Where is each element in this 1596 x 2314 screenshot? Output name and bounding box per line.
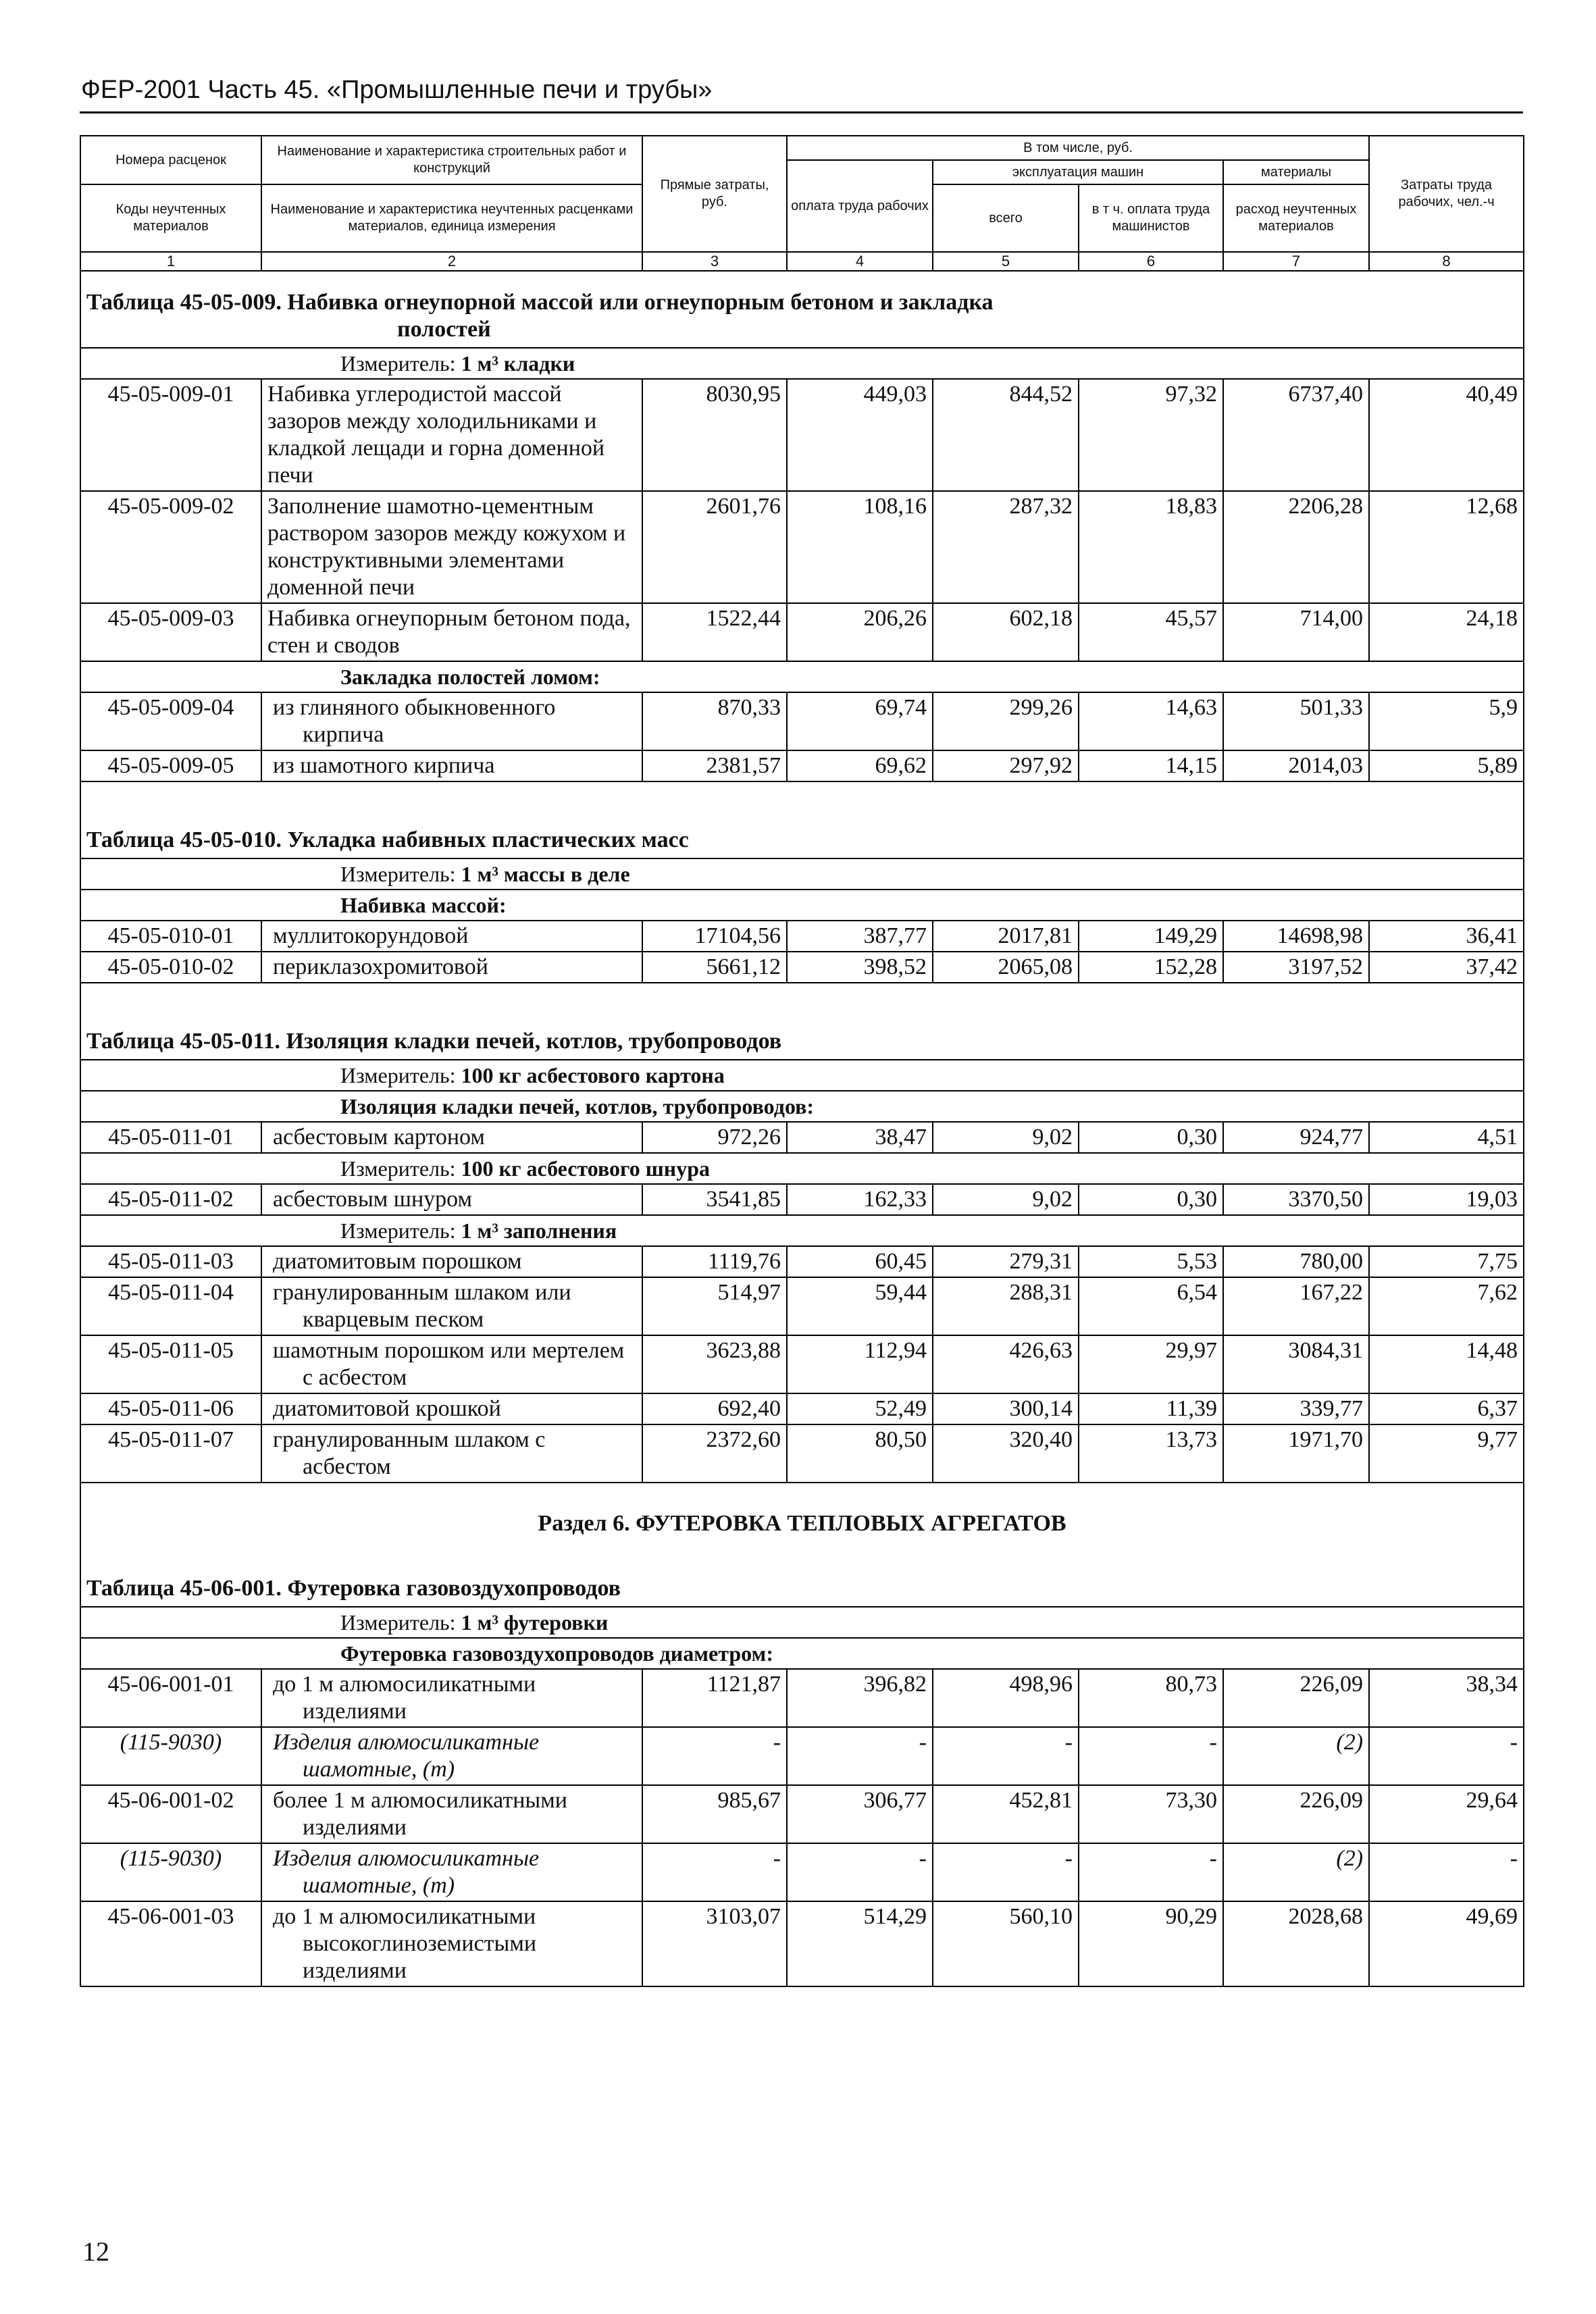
labor-costs-cell: 40,49	[1369, 379, 1524, 491]
rate-code: 45-05-011-01	[80, 1122, 261, 1153]
header-unaccounted-materials: расход неучтенных материалов	[1223, 184, 1369, 252]
table-title-text: Таблица 45-05-011. Изоляция кладки печей, котлов, трубопроводов	[86, 1029, 782, 1054]
materials-cost-cell: 501,33	[1223, 692, 1369, 750]
machines-total-cell: 287,32	[933, 491, 1079, 603]
column-number: 3	[642, 252, 787, 271]
operators-pay-cell: 45,57	[1079, 603, 1223, 661]
machines-total-cell: 320,40	[933, 1424, 1079, 1483]
rate-code: (115-9030)	[80, 1727, 261, 1785]
rate-name: из шамотного кирпича	[261, 750, 642, 781]
rate-name: гранулированным шлаком или кварцевым песком	[261, 1277, 642, 1335]
table-row	[80, 952, 1524, 983]
table-title-text: Таблица 45-05-010. Укладка набивных пластических масс	[86, 827, 689, 852]
header-machine-operation: эксплуатация машин	[933, 160, 1223, 184]
rate-code: 45-05-009-02	[80, 491, 261, 603]
measure-label: Измеритель:	[340, 862, 461, 886]
rate-code: 45-05-010-01	[80, 921, 261, 952]
direct-costs-cell: -	[642, 1843, 787, 1901]
header-materials-name: Наименование и характеристика неучтенных расценками материалов, единица измерения	[261, 184, 642, 252]
header-rule	[80, 111, 1523, 113]
table-row	[80, 1335, 1524, 1393]
operators-pay-cell: 80,73	[1079, 1669, 1223, 1727]
machines-total-cell: 288,31	[933, 1277, 1079, 1335]
operators-pay-cell: 6,54	[1079, 1277, 1223, 1335]
rate-name: шамотным порошком или мертелем с асбестом	[261, 1335, 642, 1393]
machines-total-cell: 452,81	[933, 1785, 1079, 1843]
machines-total-cell: 844,52	[933, 379, 1079, 491]
machines-total-cell: 498,96	[933, 1669, 1079, 1727]
table-title-text: Таблица 45-06-001. Футеровка газовоздухопроводов	[86, 1576, 621, 1601]
rate-name: до 1 м алюмосиликатными изделиями	[261, 1669, 642, 1727]
header-including: В том числе, руб.	[787, 136, 1369, 160]
machines-total-cell: -	[933, 1843, 1079, 1901]
rate-code: 45-05-011-06	[80, 1393, 261, 1424]
materials-cost-cell: 3197,52	[1223, 952, 1369, 983]
machines-total-cell: 279,31	[933, 1246, 1079, 1277]
measure-row	[80, 1607, 1524, 1638]
rate-name: гранулированным шлаком с асбестом	[261, 1424, 642, 1483]
labor-costs-cell: 37,42	[1369, 952, 1524, 983]
group-label: Набивка массой:	[80, 890, 1524, 921]
rate-name: асбестовым шнуром	[261, 1184, 642, 1215]
direct-costs-cell: 1522,44	[642, 603, 787, 661]
table-title-continuation: полостей	[397, 317, 491, 342]
rate-name: Изделия алюмосиликатные шамотные, (т)	[261, 1843, 642, 1901]
labor-costs-cell: 12,68	[1369, 491, 1524, 603]
machines-total-cell: 300,14	[933, 1393, 1079, 1424]
rate-name: из глиняного обыкновенного кирпича	[261, 692, 642, 750]
rate-code: 45-06-001-03	[80, 1901, 261, 1986]
direct-costs-cell: 3541,85	[642, 1184, 787, 1215]
measure-value: 100 кг асбестового картона	[461, 1063, 725, 1087]
labor-costs-cell: 29,64	[1369, 1785, 1524, 1843]
direct-costs-cell: 2372,60	[642, 1424, 787, 1483]
table-row	[80, 1277, 1524, 1335]
measure-row	[80, 1215, 1524, 1246]
materials-cost-cell: 3084,31	[1223, 1335, 1369, 1393]
materials-cost-cell: 2028,68	[1223, 1901, 1369, 1986]
workers-pay-cell: 80,50	[787, 1424, 933, 1483]
materials-cost-cell: 226,09	[1223, 1669, 1369, 1727]
measure-label: Измеритель:	[340, 1063, 461, 1087]
table-title	[80, 809, 1524, 858]
materials-cost-cell: (2)	[1223, 1727, 1369, 1785]
labor-costs-cell: 5,9	[1369, 692, 1524, 750]
labor-costs-cell: 14,48	[1369, 1335, 1524, 1393]
direct-costs-cell: 1121,87	[642, 1669, 787, 1727]
machines-total-cell: 426,63	[933, 1335, 1079, 1393]
labor-costs-cell: 7,62	[1369, 1277, 1524, 1335]
table-row	[80, 603, 1524, 661]
header-workers-pay: оплата труда рабочих	[787, 160, 933, 252]
table-row	[80, 1424, 1524, 1483]
column-number: 5	[933, 252, 1079, 271]
rate-code: 45-06-001-02	[80, 1785, 261, 1843]
measure-label: Измеритель:	[340, 1218, 461, 1243]
header-codes-unaccounted: Коды неучтенных материалов	[80, 184, 261, 252]
labor-costs-cell: 38,34	[1369, 1669, 1524, 1727]
rate-code: 45-06-001-01	[80, 1669, 261, 1727]
column-number: 6	[1079, 252, 1223, 271]
table-row	[80, 1901, 1524, 1986]
workers-pay-cell: 514,29	[787, 1901, 933, 1986]
workers-pay-cell: -	[787, 1843, 933, 1901]
operators-pay-cell: 152,28	[1079, 952, 1223, 983]
rate-code: 45-05-011-04	[80, 1277, 261, 1335]
rate-code: 45-05-009-01	[80, 379, 261, 491]
workers-pay-cell: -	[787, 1727, 933, 1785]
workers-pay-cell: 59,44	[787, 1277, 933, 1335]
workers-pay-cell: 60,45	[787, 1246, 933, 1277]
direct-costs-cell: 692,40	[642, 1393, 787, 1424]
materials-cost-cell: 14698,98	[1223, 921, 1369, 952]
workers-pay-cell: 206,26	[787, 603, 933, 661]
column-number: 4	[787, 252, 933, 271]
workers-pay-cell: 112,94	[787, 1335, 933, 1393]
rate-name: Набивка углеродистой массой зазоров между холодильниками и кладкой лещади и горна доменной печи	[261, 379, 642, 491]
operators-pay-cell: 97,32	[1079, 379, 1223, 491]
direct-costs-cell: 17104,56	[642, 921, 787, 952]
table-row	[80, 1727, 1524, 1785]
rate-code: (115-9030)	[80, 1843, 261, 1901]
rate-code: 45-05-009-05	[80, 750, 261, 781]
operators-pay-cell: 11,39	[1079, 1393, 1223, 1424]
operators-pay-cell: -	[1079, 1843, 1223, 1901]
labor-costs-cell: 7,75	[1369, 1246, 1524, 1277]
direct-costs-cell: 972,26	[642, 1122, 787, 1153]
operators-pay-cell: 149,29	[1079, 921, 1223, 952]
operators-pay-cell: 73,30	[1079, 1785, 1223, 1843]
rate-code: 45-05-011-05	[80, 1335, 261, 1393]
labor-costs-cell: 24,18	[1369, 603, 1524, 661]
header-materials: материалы	[1223, 160, 1369, 184]
materials-cost-cell: 3370,50	[1223, 1184, 1369, 1215]
workers-pay-cell: 387,77	[787, 921, 933, 952]
group-label: Закладка полостей ломом:	[80, 661, 1524, 692]
materials-cost-cell: 780,00	[1223, 1246, 1369, 1277]
column-number: 8	[1369, 252, 1524, 271]
table-title	[80, 1558, 1524, 1607]
direct-costs-cell: 985,67	[642, 1785, 787, 1843]
direct-costs-cell: 3623,88	[642, 1335, 787, 1393]
rate-code: 45-05-011-07	[80, 1424, 261, 1483]
table-row	[80, 1184, 1524, 1215]
table-row	[80, 1122, 1524, 1153]
labor-costs-cell: 19,03	[1369, 1184, 1524, 1215]
rate-code: 45-05-011-02	[80, 1184, 261, 1215]
machines-total-cell: 602,18	[933, 603, 1079, 661]
direct-costs-cell: 8030,95	[642, 379, 787, 491]
table-row	[80, 1669, 1524, 1727]
direct-costs-cell: 3103,07	[642, 1901, 787, 1986]
header-rates-numbers: Номера расценок	[80, 136, 261, 184]
header-total: всего	[933, 184, 1079, 252]
operators-pay-cell: 5,53	[1079, 1246, 1223, 1277]
direct-costs-cell: 514,97	[642, 1277, 787, 1335]
labor-costs-cell: 36,41	[1369, 921, 1524, 952]
workers-pay-cell: 398,52	[787, 952, 933, 983]
materials-cost-cell: 2206,28	[1223, 491, 1369, 603]
header-work-name: Наименование и характеристика строительных работ и конструкций	[261, 136, 642, 184]
column-number: 1	[80, 252, 261, 271]
group-label: Изоляция кладки печей, котлов, трубопроводов:	[80, 1091, 1524, 1122]
table-title-text: Таблица 45-05-009. Набивка огнеупорной массой или огнеупорным бетоном и закладка	[86, 290, 994, 315]
table-title	[80, 271, 1524, 348]
group-label: Футеровка газовоздухопроводов диаметром:	[80, 1638, 1524, 1669]
measure-row	[80, 348, 1524, 379]
table-row	[80, 491, 1524, 603]
workers-pay-cell: 449,03	[787, 379, 933, 491]
operators-pay-cell: 90,29	[1079, 1901, 1223, 1986]
machines-total-cell: -	[933, 1727, 1079, 1785]
workers-pay-cell: 396,82	[787, 1669, 933, 1727]
table-row	[80, 1843, 1524, 1901]
materials-cost-cell: (2)	[1223, 1843, 1369, 1901]
column-number: 7	[1223, 252, 1369, 271]
table-title	[80, 1010, 1524, 1060]
labor-costs-cell: 6,37	[1369, 1393, 1524, 1424]
measure-value: 1 м³ массы в деле	[461, 862, 630, 886]
measure-value: 1 м³ футеровки	[461, 1610, 609, 1635]
operators-pay-cell: 29,97	[1079, 1335, 1223, 1393]
section-title: Раздел 6. ФУТЕРОВКА ТЕПЛОВЫХ АГРЕГАТОВ	[80, 1483, 1524, 1558]
measure-value: 1 м³ заполнения	[461, 1218, 617, 1243]
materials-cost-cell: 2014,03	[1223, 750, 1369, 781]
materials-cost-cell: 6737,40	[1223, 379, 1369, 491]
rate-code: 45-05-011-03	[80, 1246, 261, 1277]
workers-pay-cell: 52,49	[787, 1393, 933, 1424]
measure-label: Измеритель:	[340, 351, 461, 376]
machines-total-cell: 9,02	[933, 1184, 1079, 1215]
table-row	[80, 750, 1524, 781]
spacer	[80, 983, 1524, 1010]
labor-costs-cell: -	[1369, 1727, 1524, 1785]
operators-pay-cell: 14,63	[1079, 692, 1223, 750]
labor-costs-cell: 49,69	[1369, 1901, 1524, 1986]
table-row	[80, 921, 1524, 952]
rate-name: диатомитовой крошкой	[261, 1393, 642, 1424]
header-labor-costs: Затраты труда рабочих, чел.-ч	[1369, 136, 1524, 252]
materials-cost-cell: 924,77	[1223, 1122, 1369, 1153]
table-row	[80, 1393, 1524, 1424]
rate-name: до 1 м алюмосиликатными высокоглиноземистыми изделиями	[261, 1901, 642, 1986]
rate-name: муллитокорундовой	[261, 921, 642, 952]
rate-name: более 1 м алюмосиликатными изделиями	[261, 1785, 642, 1843]
operators-pay-cell: 0,30	[1079, 1184, 1223, 1215]
workers-pay-cell: 162,33	[787, 1184, 933, 1215]
spacer	[80, 781, 1524, 809]
machines-total-cell: 9,02	[933, 1122, 1079, 1153]
machines-total-cell: 2017,81	[933, 921, 1079, 952]
rate-name: периклазохромитовой	[261, 952, 642, 983]
measure-label: Измеритель:	[340, 1610, 461, 1635]
direct-costs-cell: 2381,57	[642, 750, 787, 781]
operators-pay-cell: -	[1079, 1727, 1223, 1785]
direct-costs-cell: 5661,12	[642, 952, 787, 983]
header-direct-costs: Прямые затраты, руб.	[642, 136, 787, 252]
materials-cost-cell: 1971,70	[1223, 1424, 1369, 1483]
labor-costs-cell: 4,51	[1369, 1122, 1524, 1153]
rate-name: асбестовым картоном	[261, 1122, 642, 1153]
rate-code: 45-05-010-02	[80, 952, 261, 983]
measure-row	[80, 1153, 1524, 1184]
rate-code: 45-05-009-03	[80, 603, 261, 661]
labor-costs-cell: -	[1369, 1843, 1524, 1901]
column-number: 2	[261, 252, 642, 271]
rate-code: 45-05-009-04	[80, 692, 261, 750]
operators-pay-cell: 13,73	[1079, 1424, 1223, 1483]
labor-costs-cell: 9,77	[1369, 1424, 1524, 1483]
materials-cost-cell: 167,22	[1223, 1277, 1369, 1335]
table-row	[80, 379, 1524, 491]
rate-name: диатомитовым порошком	[261, 1246, 642, 1277]
operators-pay-cell: 14,15	[1079, 750, 1223, 781]
measure-label: Измеритель:	[340, 1156, 461, 1181]
machines-total-cell: 299,26	[933, 692, 1079, 750]
operators-pay-cell: 18,83	[1079, 491, 1223, 603]
page-header: ФЕР-2001 Часть 45. «Промышленные печи и трубы»	[81, 76, 713, 104]
page-number: 12	[82, 2236, 109, 2267]
price-table	[80, 135, 1524, 1987]
workers-pay-cell: 306,77	[787, 1785, 933, 1843]
materials-cost-cell: 714,00	[1223, 603, 1369, 661]
direct-costs-cell: 2601,76	[642, 491, 787, 603]
table-row	[80, 1246, 1524, 1277]
machines-total-cell: 297,92	[933, 750, 1079, 781]
machines-total-cell: 2065,08	[933, 952, 1079, 983]
measure-row	[80, 1060, 1524, 1091]
header-operators-pay: в т ч. оплата труда машинистов	[1079, 184, 1223, 252]
operators-pay-cell: 0,30	[1079, 1122, 1223, 1153]
rate-name: Изделия алюмосиликатные шамотные, (т)	[261, 1727, 642, 1785]
machines-total-cell: 560,10	[933, 1901, 1079, 1986]
direct-costs-cell: 1119,76	[642, 1246, 787, 1277]
workers-pay-cell: 38,47	[787, 1122, 933, 1153]
materials-cost-cell: 339,77	[1223, 1393, 1369, 1424]
labor-costs-cell: 5,89	[1369, 750, 1524, 781]
measure-value: 1 м³ кладки	[461, 351, 575, 376]
direct-costs-cell: -	[642, 1727, 787, 1785]
table-row	[80, 1785, 1524, 1843]
rate-name: Заполнение шамотно-цементным раствором зазоров между кожухом и конструктивными элементами доменной печи	[261, 491, 642, 603]
measure-row	[80, 858, 1524, 890]
materials-cost-cell: 226,09	[1223, 1785, 1369, 1843]
direct-costs-cell: 870,33	[642, 692, 787, 750]
measure-value: 100 кг асбестового шнура	[461, 1156, 710, 1181]
workers-pay-cell: 108,16	[787, 491, 933, 603]
rate-name: Набивка огнеупорным бетоном пода, стен и сводов	[261, 603, 642, 661]
table-row	[80, 692, 1524, 750]
workers-pay-cell: 69,74	[787, 692, 933, 750]
workers-pay-cell: 69,62	[787, 750, 933, 781]
